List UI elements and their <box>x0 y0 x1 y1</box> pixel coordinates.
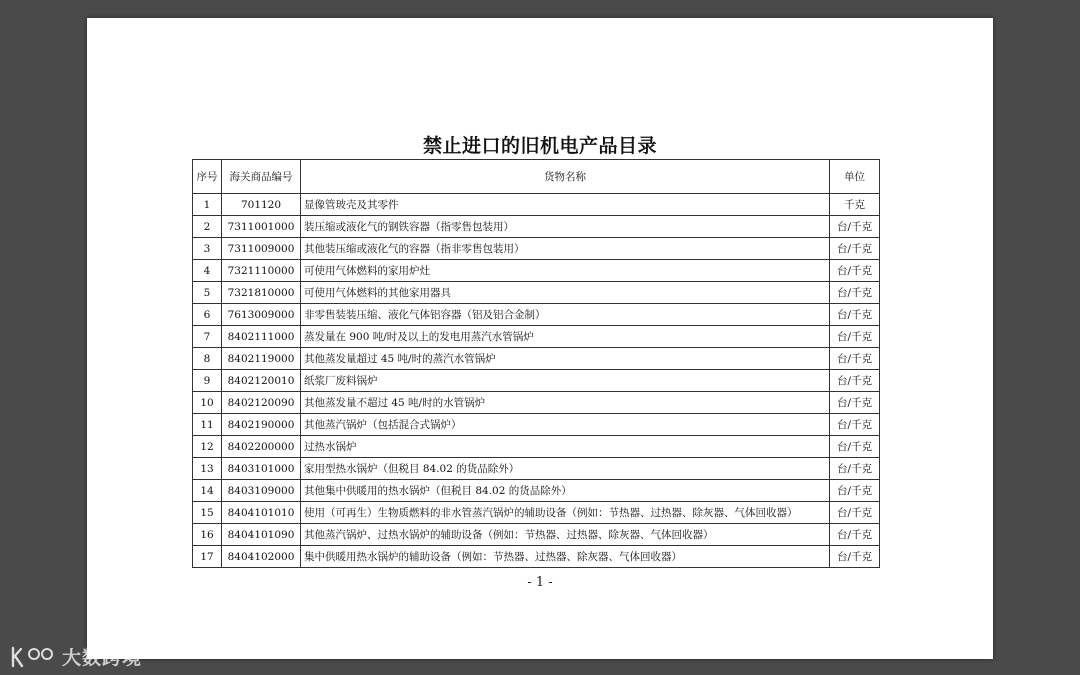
cell-code: 8403109000 <box>222 480 301 502</box>
k100-logo-icon <box>10 646 58 668</box>
cell-no: 10 <box>193 392 222 414</box>
cell-name: 其他蒸汽锅炉、过热水锅炉的辅助设备（例如：节热器、过热器、除灰器、气体回收器） <box>301 524 830 546</box>
table-row <box>193 392 880 414</box>
cell-name: 使用（可再生）生物质燃料的非水管蒸汽锅炉的辅助设备（例如：节热器、过热器、除灰器、气体回收器） <box>301 502 830 524</box>
cell-code: 7613009000 <box>222 304 301 326</box>
cell-unit: 台/千克 <box>830 546 880 568</box>
table-row <box>193 326 880 348</box>
cell-unit: 台/千克 <box>830 414 880 436</box>
cell-no: 12 <box>193 436 222 458</box>
cell-code: 7321810000 <box>222 282 301 304</box>
header-unit: 单位 <box>830 160 880 194</box>
header-code: 海关商品编号 <box>222 160 301 194</box>
table-row <box>193 304 880 326</box>
cell-unit: 台/千克 <box>830 326 880 348</box>
table-row <box>193 436 880 458</box>
cell-code: 8402200000 <box>222 436 301 458</box>
cell-unit: 台/千克 <box>830 436 880 458</box>
table-body <box>193 194 880 568</box>
cell-name: 非零售装装压缩、液化气体铝容器（铝及铝合金制） <box>301 304 830 326</box>
cell-unit: 台/千克 <box>830 348 880 370</box>
cell-unit: 台/千克 <box>830 480 880 502</box>
cell-code: 8402190000 <box>222 414 301 436</box>
cell-unit: 台/千克 <box>830 458 880 480</box>
table-row <box>193 260 880 282</box>
cell-name: 其他蒸汽锅炉（包括混合式锅炉） <box>301 414 830 436</box>
cell-code: 8402120090 <box>222 392 301 414</box>
cell-name: 其他蒸发量超过 45 吨/时的蒸汽水管锅炉 <box>301 348 830 370</box>
table-row <box>193 414 880 436</box>
table-row <box>193 458 880 480</box>
cell-no: 5 <box>193 282 222 304</box>
cell-unit: 台/千克 <box>830 282 880 304</box>
cell-code: 8404101010 <box>222 502 301 524</box>
watermark-text: 大数跨境 <box>62 647 143 669</box>
cell-name: 集中供暖用热水锅炉的辅助设备（例如：节热器、过热器、除灰器、气体回收器） <box>301 546 830 568</box>
cell-code: 8402120010 <box>222 370 301 392</box>
table-row <box>193 348 880 370</box>
cell-no: 7 <box>193 326 222 348</box>
cell-name: 家用型热水锅炉（但税目 84.02 的货品除外） <box>301 458 830 480</box>
cell-no: 1 <box>193 194 222 216</box>
cell-no: 13 <box>193 458 222 480</box>
table-row <box>193 370 880 392</box>
page-number: - 1 - <box>527 575 553 590</box>
cell-name: 过热水锅炉 <box>301 436 830 458</box>
document-page <box>87 18 993 659</box>
cell-unit: 台/千克 <box>830 238 880 260</box>
table-row <box>193 502 880 524</box>
cell-no: 4 <box>193 260 222 282</box>
document-title: 禁止进口的旧机电产品目录 <box>422 135 657 157</box>
cell-name: 蒸发量在 900 吨/时及以上的发电用蒸汽水管锅炉 <box>301 326 830 348</box>
cell-no: 11 <box>193 414 222 436</box>
cell-no: 8 <box>193 348 222 370</box>
header-name: 货物名称 <box>301 160 830 194</box>
cell-code: 7311001000 <box>222 216 301 238</box>
watermark <box>10 643 142 670</box>
table-row <box>193 238 880 260</box>
cell-code: 701120 <box>222 194 301 216</box>
cell-code: 7311009000 <box>222 238 301 260</box>
cell-no: 14 <box>193 480 222 502</box>
cell-unit: 台/千克 <box>830 524 880 546</box>
cell-code: 8402111000 <box>222 326 301 348</box>
cell-no: 17 <box>193 546 222 568</box>
cell-no: 16 <box>193 524 222 546</box>
cell-unit: 台/千克 <box>830 370 880 392</box>
cell-code: 8404101090 <box>222 524 301 546</box>
cell-unit: 台/千克 <box>830 304 880 326</box>
cell-unit: 台/千克 <box>830 502 880 524</box>
table-row <box>193 524 880 546</box>
header-no: 序号 <box>193 160 222 194</box>
cell-no: 6 <box>193 304 222 326</box>
cell-unit: 台/千克 <box>830 260 880 282</box>
cell-no: 9 <box>193 370 222 392</box>
table-row <box>193 282 880 304</box>
product-catalog-table <box>192 159 880 568</box>
cell-code: 8402119000 <box>222 348 301 370</box>
cell-code: 8403101000 <box>222 458 301 480</box>
cell-unit: 台/千克 <box>830 392 880 414</box>
table-header <box>193 160 880 194</box>
cell-name: 其他蒸发量不超过 45 吨/时的水管锅炉 <box>301 392 830 414</box>
cell-name: 其他集中供暖用的热水锅炉（但税目 84.02 的货品除外） <box>301 480 830 502</box>
header-row <box>193 160 880 194</box>
table-row <box>193 546 880 568</box>
cell-name: 可使用气体燃料的家用炉灶 <box>301 260 830 282</box>
cell-unit: 千克 <box>830 194 880 216</box>
cell-code: 7321110000 <box>222 260 301 282</box>
cell-name: 装压缩或液化气的钢铁容器（指零售包装用） <box>301 216 830 238</box>
cell-code: 8404102000 <box>222 546 301 568</box>
table-row <box>193 216 880 238</box>
cell-no: 2 <box>193 216 222 238</box>
cell-name: 其他装压缩或液化气的容器（指非零售包装用） <box>301 238 830 260</box>
table-row <box>193 480 880 502</box>
cell-name: 纸浆厂废料锅炉 <box>301 370 830 392</box>
cell-name: 显像管玻壳及其零件 <box>301 194 830 216</box>
cell-name: 可使用气体燃料的其他家用器具 <box>301 282 830 304</box>
table-row <box>193 194 880 216</box>
cell-unit: 台/千克 <box>830 216 880 238</box>
cell-no: 3 <box>193 238 222 260</box>
cell-no: 15 <box>193 502 222 524</box>
